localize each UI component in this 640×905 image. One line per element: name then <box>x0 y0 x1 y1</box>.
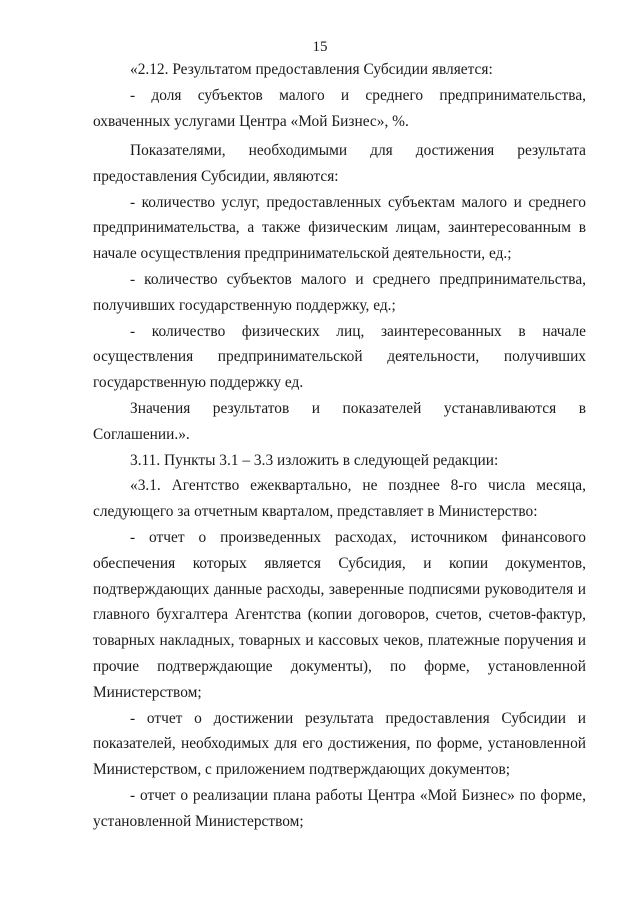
text-line: «3.1. Агентство ежеквартально, не позднее 8-го числа месяца, <box>130 477 586 495</box>
text-line: прочие подтверждающие документы), по форме, установленной <box>93 657 586 675</box>
text-line: Министерством; <box>93 683 202 701</box>
text-line: охваченных услугами Центра «Мой Бизнес», %. <box>93 112 409 130</box>
text-line: предпринимательства, а также физическим лицам, заинтересованным в <box>93 219 586 237</box>
text-line: - количество субъектов малого и среднего предпринимательства, <box>130 270 586 288</box>
text-line: - доля субъектов малого и среднего предпринимательства, <box>130 86 586 104</box>
text-line: предоставления Субсидии, являются: <box>93 167 339 185</box>
document-body <box>93 57 586 835</box>
text-line: Соглашении.». <box>93 425 190 443</box>
text-line: «2.12. Результатом предоставления Субсидии является: <box>130 61 493 78</box>
text-line: установленной Министерством; <box>93 812 304 830</box>
text-line: показателей, необходимых для его достижения, по форме, установленной <box>93 735 586 753</box>
text-line: начале осуществления предпринимательской деятельности, ед.; <box>93 245 512 263</box>
text-line: Показателями, необходимыми для достижения результата <box>130 141 586 159</box>
text-line: обеспечения которых является Субсидия, и копии документов, <box>93 554 586 572</box>
text-line: - отчет о достижении результата предоставления Субсидии и <box>130 709 586 727</box>
text-line: Значения результатов и показателей устанавливаются в <box>130 399 586 417</box>
text-line: подтверждающих данные расходы, заверенные подписями руководителя и <box>93 580 586 598</box>
text-line: получивших государственную поддержку, ед.; <box>93 296 396 314</box>
text-line: - отчет о реализации плана работы Центра «Мой Бизнес» по форме, <box>130 786 586 804</box>
page-number: 15 <box>312 39 328 55</box>
text-line: государственную поддержку ед. <box>93 374 304 392</box>
text-line: - количество услуг, предоставленных субъектам малого и среднего <box>130 193 586 211</box>
text-line: осуществления предпринимательской деятельности, получивших <box>93 348 586 366</box>
text-line: - количество физических лиц, заинтересованных в начале <box>130 322 586 340</box>
text-line: - отчет о произведенных расходах, источником финансового <box>130 528 586 546</box>
text-line: 3.11. Пункты 3.1 – 3.3 изложить в следующей редакции: <box>130 451 499 469</box>
text-line: Министерством, с приложением подтверждающих документов; <box>93 761 511 779</box>
text-line: главного бухгалтера Агентства (копии договоров, счетов, счетов-фактур, <box>93 606 586 624</box>
text-line: следующего за отчетным кварталом, представляет в Министерство: <box>93 503 538 521</box>
text-line: товарных накладных, товарных и кассовых чеков, платежные поручения и <box>93 632 586 650</box>
